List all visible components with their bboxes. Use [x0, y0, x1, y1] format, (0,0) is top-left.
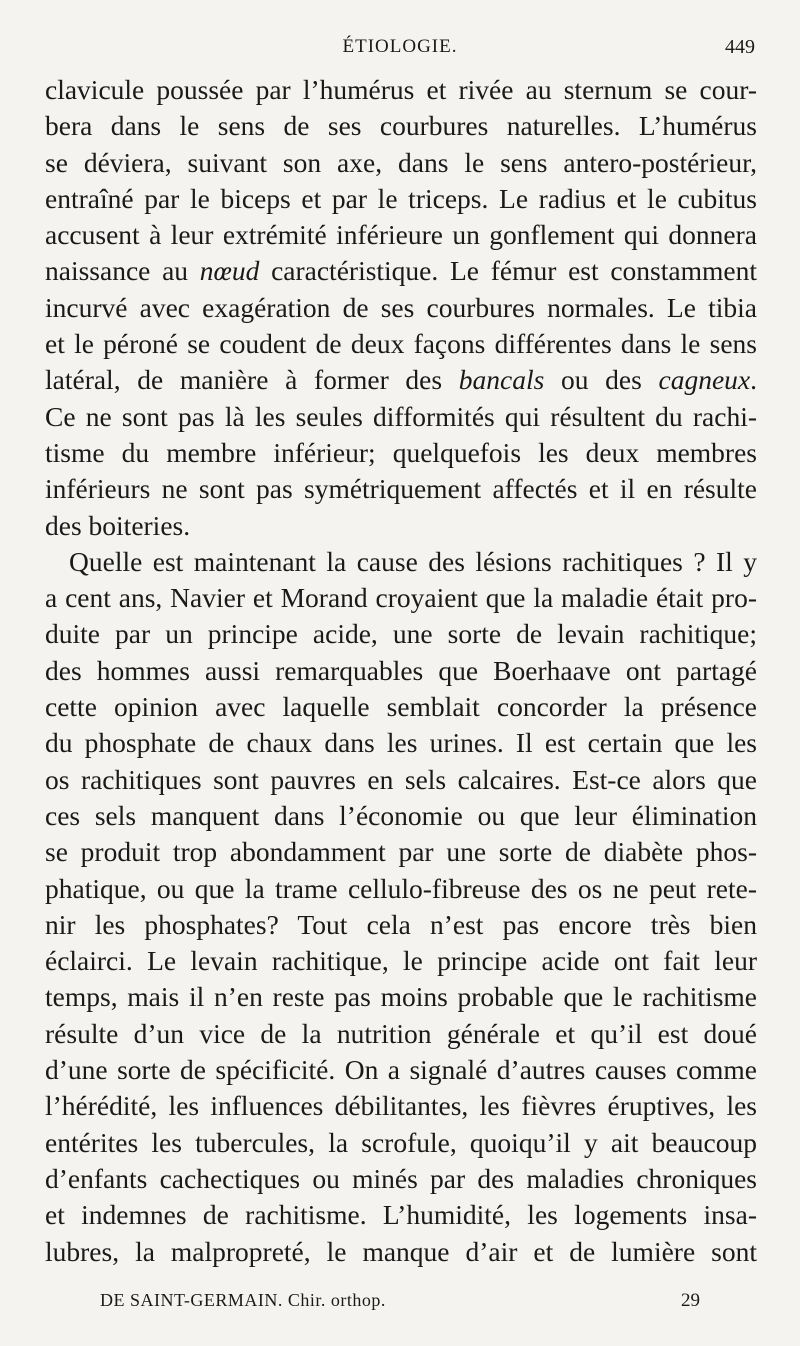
- text-line: [45, 871, 757, 907]
- text-line: [45, 1125, 757, 1161]
- text-line: [45, 1197, 757, 1233]
- printer-signature: DE SAINT-GERMAIN. Chir. orthop.: [100, 1290, 386, 1310]
- text-line: [45, 72, 757, 108]
- text-line: [45, 508, 757, 544]
- text-segment: caractéristique. Le fémur est constamment: [259, 255, 757, 287]
- text-segment: inférieurs ne sont pas symétriquement affectés et il en résulte: [45, 473, 757, 505]
- text-segment: entérites les tubercules, la scrofule, quoiqu’il y ait beaucoup: [45, 1126, 757, 1158]
- text-segment: clavicule poussée par l’humérus et rivée au sternum se cour-: [45, 74, 757, 105]
- text-line: [45, 1088, 757, 1124]
- text-segment: ces sels manquent dans l’économie ou que leur élimination: [45, 799, 757, 831]
- text-line: [45, 1016, 757, 1052]
- text-segment: d’une sorte de spécificité. On a signalé d’autres causes comme: [45, 1054, 757, 1086]
- text-segment: des hommes aussi remarquables que Boerhaave ont partagé: [45, 654, 757, 686]
- text-line: [45, 616, 757, 652]
- text-segment: résulte d’un vice de la nutrition générale et qu’il est doué: [45, 1017, 757, 1049]
- text-line: [45, 181, 757, 217]
- text-segment: temps, mais il n’en reste pas moins probable que le rachitisme: [45, 981, 757, 1013]
- text-line: [45, 1234, 757, 1270]
- text-line: [45, 108, 757, 144]
- text-segment: Ce ne sont pas là les seules difformités qui résultent du rachi-: [45, 400, 757, 432]
- text-line: [45, 943, 757, 979]
- text-segment: os rachitiques sont pauvres en sels calcaires. Est-ce alors que: [45, 763, 757, 795]
- text-line: [45, 725, 757, 761]
- italic-term: nœud: [199, 255, 260, 287]
- text-line: [45, 145, 757, 181]
- text-segment: d’enfants cachectiques ou minés par des maladies chroniques: [45, 1162, 757, 1194]
- text-line: [45, 290, 757, 326]
- text-line: [45, 399, 757, 435]
- text-line: [45, 580, 757, 616]
- text-segment: se déviera, suivant son axe, dans le sens antero-postérieur,: [45, 146, 757, 178]
- text-segment: ou des: [544, 364, 659, 396]
- text-segment: et le péroné se coudent de deux façons différentes dans le sens: [45, 328, 757, 360]
- text-segment: et indemnes de rachitisme. L’humidité, les logements insa-: [45, 1199, 757, 1231]
- body-text: [45, 72, 757, 1270]
- running-title: ÉTIOLOGIE.: [342, 36, 458, 57]
- text-line: [45, 253, 757, 289]
- page-footer: [100, 1290, 700, 1316]
- text-line: [45, 689, 757, 725]
- text-segment: éclairci. Le levain rachitique, le principe acide ont fait leur: [45, 945, 757, 977]
- text-line: [45, 907, 757, 943]
- text-line: [45, 834, 757, 870]
- text-segment: accusent à leur extrémité inférieure un gonflement qui donnera: [45, 219, 757, 251]
- text-segment: nir les phosphates? Tout cela n’est pas encore très bien: [45, 908, 757, 940]
- text-segment: a cent ans, Navier et Morand croyaient que la maladie était pro-: [45, 582, 757, 614]
- text-segment: incurvé avec exagération de ses courbures normales. Le tibia: [45, 291, 757, 323]
- text-segment: .: [750, 364, 757, 396]
- text-line: [45, 798, 757, 834]
- text-segment: tisme du membre inférieur; quelquefois les deux membres: [45, 436, 757, 468]
- text-line: [45, 471, 757, 507]
- italic-term: cagneux: [658, 364, 751, 396]
- text-segment: bera dans le sens de ses courbures naturelles. L’humérus: [45, 110, 757, 142]
- text-segment: se produit trop abondamment par une sorte de diabète phos-: [45, 836, 757, 868]
- text-segment: lubres, la malpropreté, le manque d’air et de lumière sont: [45, 1235, 757, 1267]
- text-segment: l’hérédité, les influences débilitantes, les fièvres éruptives, les: [45, 1090, 757, 1122]
- text-line: [45, 1052, 757, 1088]
- text-segment: latéral, de manière à former des: [45, 364, 459, 396]
- page-number: 449: [725, 36, 755, 58]
- text-line: [45, 435, 757, 471]
- text-line: [45, 544, 757, 580]
- text-segment: entraîné par le biceps et par le triceps. Le radius et le cubitus: [45, 182, 757, 214]
- text-line: [45, 653, 757, 689]
- text-line: [45, 1161, 757, 1197]
- text-line: [45, 362, 757, 398]
- text-segment: des boiteries.: [45, 509, 191, 541]
- text-segment: cette opinion avec laquelle semblait concorder la présence: [45, 691, 757, 723]
- text-segment: Quelle est maintenant la cause des lésions rachitiques ? Il y: [69, 545, 757, 577]
- text-line: [45, 979, 757, 1015]
- text-line: [45, 762, 757, 798]
- italic-term: bancals: [458, 364, 545, 396]
- text-line: [45, 326, 757, 362]
- text-segment: phatique, ou que la trame cellulo-fibreuse des os ne peut rete-: [45, 872, 757, 904]
- text-segment: duite par un principe acide, une sorte de levain rachitique;: [45, 618, 757, 650]
- text-segment: du phosphate de chaux dans les urines. Il est certain que les: [45, 727, 757, 759]
- signature-mark: 29: [681, 1290, 700, 1311]
- text-segment: naissance au: [45, 255, 200, 287]
- text-line: [45, 217, 757, 253]
- page-header: [45, 36, 755, 66]
